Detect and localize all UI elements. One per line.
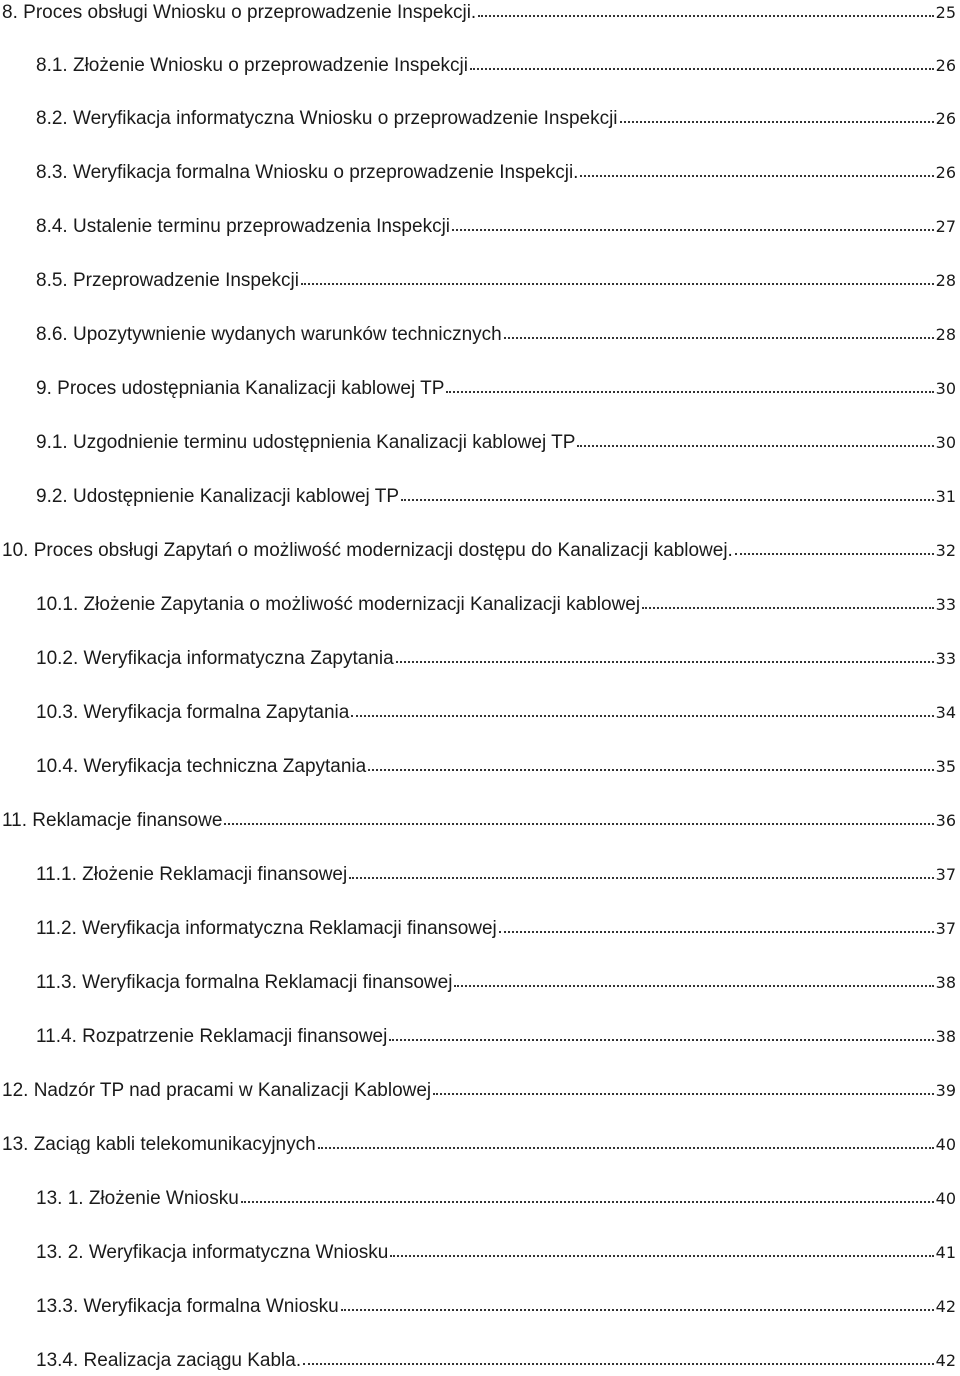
toc-entry-11-1[interactable]: [36, 860, 956, 890]
toc-entry-11-3[interactable]: [36, 968, 956, 998]
toc-entry-title: Przeprowadzenie Inspekcji: [72, 270, 299, 291]
toc-entry-page: 30: [935, 379, 956, 398]
dot-leader: [390, 1238, 933, 1258]
toc-entry-11-4[interactable]: [36, 1022, 956, 1052]
toc-entry-title: Weryfikacja formalna Wniosku: [83, 1296, 339, 1317]
toc-entry-number: 13.4.: [36, 1350, 79, 1371]
dot-leader: [580, 158, 933, 178]
dot-leader: [224, 806, 933, 826]
toc-entry-title: Realizacja zaciągu Kabla.: [83, 1350, 302, 1371]
toc-entry-title: Proces obsługi Zapytań o możliwość modernizacji dostępu do Kanalizacji kablowej.: [33, 540, 733, 561]
toc-entry-page: 40: [935, 1189, 956, 1208]
toc-entry-8-4[interactable]: [36, 212, 956, 242]
toc-entry-number: 11.2.: [36, 918, 77, 939]
toc-entry-title: Weryfikacja informatyczna Wniosku o przeprowadzenie Inspekcji: [72, 108, 618, 129]
toc-entry-number: 13. 2.: [36, 1242, 84, 1263]
toc-entry-10-1[interactable]: [36, 590, 956, 620]
toc-entry-8-1[interactable]: [36, 51, 956, 81]
toc-entry-title: Weryfikacja formalna Wniosku o przeprowadzenie Inspekcji.: [72, 162, 579, 183]
dot-leader: [504, 320, 934, 340]
toc-entry-page: 35: [935, 757, 956, 776]
dot-leader: [620, 104, 934, 124]
dot-leader: [401, 482, 934, 502]
toc-entry-page: 38: [935, 1027, 956, 1046]
toc-entry-9[interactable]: [36, 374, 956, 404]
toc-entry-page: 40: [935, 1135, 956, 1154]
toc-entry-number: 13.3.: [36, 1296, 79, 1317]
toc-entry-page: 26: [935, 109, 956, 128]
toc-entry-number: 8.5.: [36, 270, 68, 291]
toc-entry-page: 34: [935, 703, 956, 722]
toc-entry-10-3[interactable]: [36, 698, 956, 728]
dot-leader: [241, 1184, 934, 1204]
toc-entry-number: 8.: [2, 2, 18, 23]
toc-entry-8-3[interactable]: [36, 158, 956, 188]
toc-entry-title: Złożenie Wniosku: [88, 1188, 239, 1209]
toc-entry-13-3[interactable]: [36, 1292, 956, 1322]
toc-entry-title: Złożenie Zapytania o możliwość modernizacji Kanalizacji kablowej: [83, 594, 641, 615]
toc-entry-title: Weryfikacja informatyczna Reklamacji finansowej: [82, 918, 497, 939]
toc-entry-page: 26: [935, 163, 956, 182]
toc-entry-title: Zaciąg kabli telekomunikacyjnych: [33, 1134, 316, 1155]
toc-entry-13[interactable]: [2, 1130, 956, 1160]
toc-entry-number: 8.1.: [36, 55, 68, 76]
dot-leader: [341, 1292, 934, 1312]
toc-entry-title: Udostępnienie Kanalizacji kablowej TP: [72, 486, 399, 507]
toc-entry-number: 8.4.: [36, 216, 68, 237]
toc-entry-number: 8.2.: [36, 108, 68, 129]
dot-leader: [351, 698, 933, 718]
toc-entry-number: 11.: [2, 810, 28, 831]
toc-entry-number: 13. 1.: [36, 1188, 84, 1209]
toc-entry-number: 13.: [2, 1134, 29, 1155]
dot-leader: [396, 644, 934, 664]
toc-entry-12[interactable]: [2, 1076, 956, 1106]
toc-entry-8-6[interactable]: [36, 320, 956, 350]
toc-entry-10-2[interactable]: [36, 644, 956, 674]
toc-entry-page: 31: [935, 487, 956, 506]
dot-leader: [368, 752, 933, 772]
toc-entry-title: Weryfikacja formalna Zapytania: [83, 702, 350, 723]
toc-entry-number: 8.3.: [36, 162, 68, 183]
toc-entry-page: 28: [935, 271, 956, 290]
toc-entry-number: 11.4.: [36, 1026, 77, 1047]
toc-entry-page: 27: [935, 217, 956, 236]
toc-entry-title: Ustalenie terminu przeprowadzenia Inspekcji: [72, 216, 451, 237]
dot-leader: [446, 374, 933, 394]
dot-leader: [454, 968, 933, 988]
toc-entry-title: Złożenie Reklamacji finansowej: [82, 864, 348, 885]
toc-entry-page: 32: [935, 541, 956, 560]
toc-entry-page: 30: [935, 433, 956, 452]
toc-entry-page: 39: [935, 1081, 956, 1100]
toc-entry-page: 33: [935, 649, 956, 668]
toc-entry-page: 37: [935, 865, 956, 884]
dot-leader: [499, 914, 934, 934]
toc-entry-number: 10.1.: [36, 594, 79, 615]
toc-entry-13-1[interactable]: [36, 1184, 956, 1214]
dot-leader: [642, 590, 934, 610]
toc-entry-page: 36: [935, 811, 956, 830]
toc-entry-number: 9.: [36, 378, 52, 399]
dot-leader: [318, 1130, 934, 1150]
toc-entry-page: 33: [935, 595, 956, 614]
toc-entry-11-2[interactable]: [36, 914, 956, 944]
toc-entry-title: Weryfikacja informatyczna Wniosku: [88, 1242, 389, 1263]
toc-entry-number: 10.: [2, 540, 29, 561]
toc-entry-number: 10.3.: [36, 702, 79, 723]
toc-entry-page: 28: [935, 325, 956, 344]
toc-entry-8-5[interactable]: [36, 266, 956, 296]
toc-entry-9-2[interactable]: [36, 482, 956, 512]
dot-leader: [389, 1022, 933, 1042]
toc-entry-number: 9.2.: [36, 486, 68, 507]
toc-entry-number: 9.1.: [36, 432, 68, 453]
toc-entry-title: Złożenie Wniosku o przeprowadzenie Inspekcji: [72, 55, 468, 76]
toc-entry-title: Proces udostępniania Kanalizacji kablowej TP: [57, 378, 445, 399]
toc-entry-page: 41: [935, 1243, 956, 1262]
toc-entry-page: 42: [935, 1297, 956, 1316]
toc-entry-10-4[interactable]: [36, 752, 956, 782]
toc-entry-title: Uzgodnienie terminu udostępnienia Kanalizacji kablowej TP: [72, 432, 576, 453]
toc-entry-title: Nadzór TP nad pracami w Kanalizacji Kablowej: [33, 1080, 432, 1101]
toc-entry-title: Reklamacje finansowe: [32, 810, 223, 831]
toc-entry-number: 11.1.: [36, 864, 77, 885]
dot-leader: [577, 428, 933, 448]
toc-entry-13-4[interactable]: [36, 1346, 956, 1376]
toc-entry-number: 8.6.: [36, 324, 68, 345]
toc-entry-number: 11.3.: [36, 972, 77, 993]
toc-entry-page: 38: [935, 973, 956, 992]
toc-entry-8[interactable]: [2, 0, 956, 28]
toc-entry-page: 42: [935, 1351, 956, 1370]
dot-leader: [470, 51, 934, 71]
toc-entry-11[interactable]: [2, 806, 956, 836]
dot-leader: [301, 266, 934, 286]
toc-entry-title: Rozpatrzenie Reklamacji finansowej: [82, 1026, 388, 1047]
toc-entry-title: Weryfikacja formalna Reklamacji finansowej: [82, 972, 453, 993]
toc-entry-13-2[interactable]: [36, 1238, 956, 1268]
toc-entry-8-2[interactable]: [36, 104, 956, 134]
toc-entry-page: 26: [935, 56, 956, 75]
toc-entry-page: 37: [935, 919, 956, 938]
dot-leader: [349, 860, 933, 880]
toc-entry-number: 10.2.: [36, 648, 79, 669]
toc-entry-10[interactable]: [2, 536, 956, 566]
dot-leader: [478, 0, 933, 18]
dot-leader: [452, 212, 934, 232]
toc-entry-page: 25: [935, 3, 956, 22]
toc-entry-title: Upozytywnienie wydanych warunków technicznych: [72, 324, 502, 345]
toc-entry-number: 12.: [2, 1080, 29, 1101]
dot-leader: [303, 1346, 934, 1366]
toc-entry-number: 10.4.: [36, 756, 79, 777]
toc-entry-title: Weryfikacja techniczna Zapytania: [83, 756, 367, 777]
toc-entry-title: Weryfikacja informatyczna Zapytania: [83, 648, 394, 669]
toc-entry-9-1[interactable]: [36, 428, 956, 458]
dot-leader: [735, 536, 934, 556]
toc-entry-title: Proces obsługi Wniosku o przeprowadzenie Inspekcji.: [23, 2, 477, 23]
dot-leader: [433, 1076, 933, 1096]
